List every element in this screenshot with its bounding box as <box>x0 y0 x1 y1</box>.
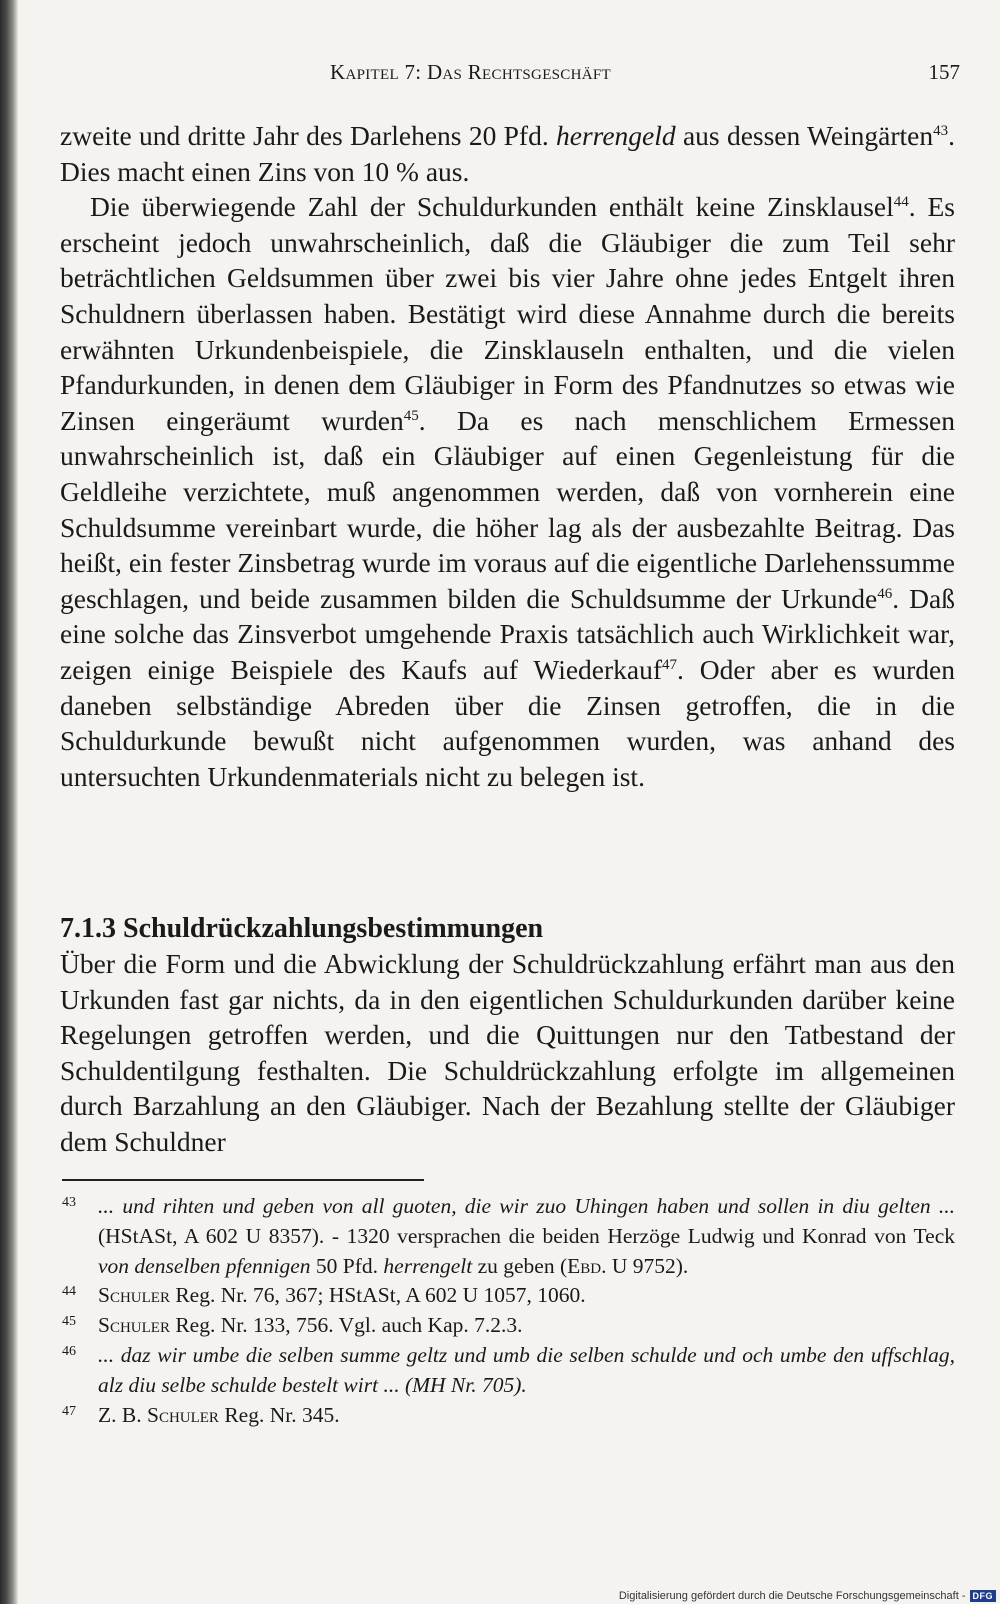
footnote-45: 45 Schuler Reg. Nr. 133, 756. Vgl. auch Kap. 7.2.3. <box>62 1311 955 1341</box>
section-text <box>60 946 955 1160</box>
footnote-ref-47[interactable]: 47 <box>662 656 678 673</box>
digitization-credit: Digitalisierung gefördert durch die Deutsche Forschungsgemeinschaft - <box>618 1590 966 1602</box>
footnote-44: 44 Schuler Reg. Nr. 76, 367; HStASt, A 602 U 1057, 1060. <box>62 1281 955 1311</box>
paragraph-1: zweite und dritte Jahr des Darlehens 20 Pfd. herrengeld aus dessen Weingärten$^{43}$. Dies macht einen Zins von 10 % aus. <box>60 120 955 187</box>
section-heading: 7.1.3 Schuldrückzahlungsbestimmungen <box>60 913 544 944</box>
footnote-46: 46 ... daz wir umbe die selben summe geltz und umb die selben schulde und och umbe den uffschlag, alz diu selbe schulde bestelt wirt ... (MH Nr. 705). <box>62 1341 955 1401</box>
book-spine-shadow <box>0 0 18 1604</box>
footnote-number: 45 <box>62 1314 76 1330</box>
digitization-footer <box>619 1590 996 1602</box>
footnotes <box>62 1192 955 1430</box>
footnote-ref-44[interactable]: 44 <box>893 194 909 211</box>
footnote-47: 47 Z. B. Schuler Reg. Nr. 345. <box>62 1401 955 1431</box>
paragraph-3: Über die Form und die Abwicklung der Schuldrückzahlung erfährt man aus den Urkunden fast gar nichts, da in den eigentlichen Schuldurkunden darüber keine Regelungen getroffen werden, und die Quittungen nur den Tatbestand der Schuldentilgung festhalten. Die Schuldrückzahlung erfolgte im allgemeinen durch Barzahlung an den Gläubiger. Nach der Bezahlung stellte der Gläubiger dem Schuldner <box>60 948 955 1157</box>
page-number: 157 <box>928 60 960 84</box>
footnote-divider <box>62 1179 424 1181</box>
footnote-ref-43[interactable]: 43 <box>933 122 949 139</box>
dfg-logo-icon: DFG <box>970 1590 997 1602</box>
running-title: Kapitel 7: Das Rechtsgeschäft <box>330 60 611 84</box>
footnote-number: 46 <box>62 1343 76 1359</box>
footnote-ref-46[interactable]: 46 <box>877 585 893 602</box>
footnote-43: 43 ... und rihten und geben von all guoten, die wir zuo Uhingen haben und sollen in diu gelten ... (HStASt, A 602 U 8357). - 1320 versprachen die beiden Herzöge Ludwig und Konrad von Teck von denselben pfennigen 50 Pfd. herrengelt zu geben (Ebd. U 9752). <box>62 1192 955 1281</box>
footnote-number: 47 <box>62 1403 76 1419</box>
body-text <box>60 118 955 794</box>
footnote-number: 43 <box>62 1195 76 1210</box>
paragraph-2: Die überwiegende Zahl der Schuldurkunden enthält keine Zinsklausel$^{44}$. Es erscheint jedoch unwahrscheinlich, daß die Gläubiger die zum Teil sehr beträchtlichen Geldsummen über zwei bis vier Jahre ohne jedes Entgelt ihren Schuldnern überlassen haben. Bestätigt wird diese Annahme durch die bereits erwähnten Urkundenbeispiele, die Zinsklauseln enthalten, und die vielen Pfandurkunden, in denen dem Gläubiger in Form des Pfandnutzes so etwas wie Zinsen eingeräumt wurden$^{45}$. Da es nach menschlichem Ermessen unwahrscheinlich ist, daß ein Gläubiger auf einen Gegenleistung für die Geldleihe verzichtete, muß angenommen werden, daß von vornherein eine Schuldsumme vereinbart wurde, die höher lag als der ausbezahlte Beitrag. Das heißt, ein fester Zinsbetrag wurde im voraus auf die eigentliche Darlehenssumme geschlagen, und beide zusammen bilden die Schuldsumme der Urkunde$^{46}$. Daß eine solche das Zinsverbot umgehende Praxis tatsächlich auch Wirklichkeit war, zeigen einige Beispiele des Kaufs auf Wiederkauf$^{47}$. Oder aber es wurden daneben selbständige Abreden über die Zinsen getroffen, die in die Schuldurkunde bewußt nicht aufgenommen wurden, was anhand des untersuchten Urkundenmaterials nicht zu belegen ist. <box>60 191 956 792</box>
footnote-ref-45[interactable]: 45 <box>403 407 419 424</box>
page-header <box>60 60 960 90</box>
emphasis: herrengeld <box>556 120 676 151</box>
footnote-number: 44 <box>62 1284 76 1300</box>
